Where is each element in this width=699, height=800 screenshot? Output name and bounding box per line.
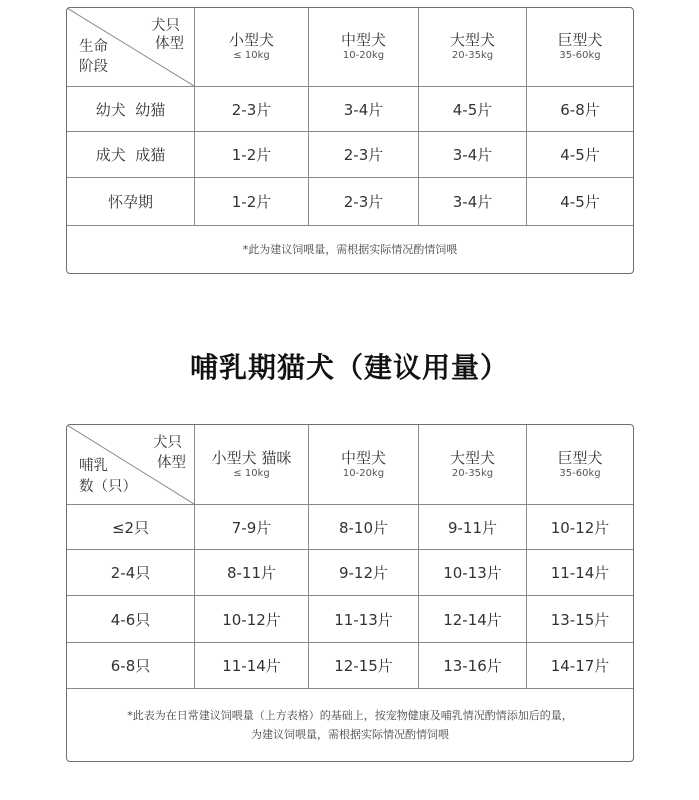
table-cell: 4-5片 [419,87,527,132]
table-cell: 12-14片 [419,596,527,643]
column-header: 小型犬 ≤ 10kg [195,8,309,87]
row-label: 2-4只 [67,550,195,596]
table-cell: 6-8片 [527,87,633,132]
column-header: 大型犬 20-35kg [419,8,527,87]
table-header-row [67,8,633,87]
note-row [67,226,633,273]
table-row [67,596,633,643]
row-label: 6-8只 [67,643,195,689]
table-cell: 8-11片 [195,550,309,596]
table-note [67,689,633,761]
table-header-row [67,425,633,505]
table-cell: 9-11片 [419,505,527,550]
table-cell: 14-17片 [527,643,633,689]
column-header: 巨型犬 35-60kg [527,425,633,505]
table-cell: 3-4片 [419,178,527,226]
table-cell: 2-3片 [309,132,419,178]
row-label: 成犬 成猫 [67,132,195,178]
table-cell: 10-12片 [195,596,309,643]
table-cell: 8-10片 [309,505,419,550]
table-cell: 3-4片 [309,87,419,132]
corner-label: 阶段 [79,59,108,75]
note-row [67,689,633,761]
table-cell: 13-15片 [527,596,633,643]
table-cell: 7-9片 [195,505,309,550]
table-cell: 1-2片 [195,178,309,226]
feeding-table-lactation [66,424,634,762]
corner-label: 生命 [79,39,108,55]
table-cell: 11-14片 [195,643,309,689]
corner-label: 犬只 [151,18,180,34]
corner-label: 犬只 [153,435,182,451]
table-cell: 10-12片 [527,505,633,550]
table-cell: 11-14片 [527,550,633,596]
table-cell: 3-4片 [419,132,527,178]
table-cell: 13-16片 [419,643,527,689]
row-label: 幼犬 幼猫 [67,87,195,132]
corner-header-cell [67,8,195,87]
note-line: *此表为在日常建议饲喂量（上方表格）的基础上，按宠物健康及哺乳情况酌情添加后的量， [127,709,573,722]
table-cell: 2-3片 [195,87,309,132]
table-row [67,132,633,178]
column-header: 大型犬 20-35kg [419,425,527,505]
column-header: 小型犬 猫咪 ≤ 10kg [195,425,309,505]
column-header: 中型犬 10-20kg [309,425,419,505]
corner-label: 哺乳 [79,458,108,474]
corner-label: 数（只） [79,479,137,495]
table-cell: 4-5片 [527,132,633,178]
corner-label: 体型 [155,36,184,52]
row-label: 4-6只 [67,596,195,643]
table-row [67,87,633,132]
corner-header-cell [67,425,195,505]
row-label: ≤2只 [67,505,195,550]
table-cell: 2-3片 [309,178,419,226]
section-title: 哺乳期猫犬（建议用量） [189,351,509,384]
column-header: 中型犬 10-20kg [309,8,419,87]
row-label: 怀孕期 [67,178,195,226]
note-line: 为建议饲喂量，需根据实际情况酌情饲喂 [251,728,449,741]
table-cell: 12-15片 [309,643,419,689]
table-row [67,178,633,226]
feeding-table-daily [66,7,634,274]
column-header: 巨型犬 35-60kg [527,8,633,87]
table-row [67,643,633,689]
table-cell: 10-13片 [419,550,527,596]
table-row [67,550,633,596]
table-cell: 9-12片 [309,550,419,596]
table-cell: 11-13片 [309,596,419,643]
table-row [67,505,633,550]
table-cell: 1-2片 [195,132,309,178]
table-cell: 4-5片 [527,178,633,226]
corner-label: 体型 [157,455,186,471]
table-note: *此为建议饲喂量，需根据实际情况酌情饲喂 [242,243,458,256]
